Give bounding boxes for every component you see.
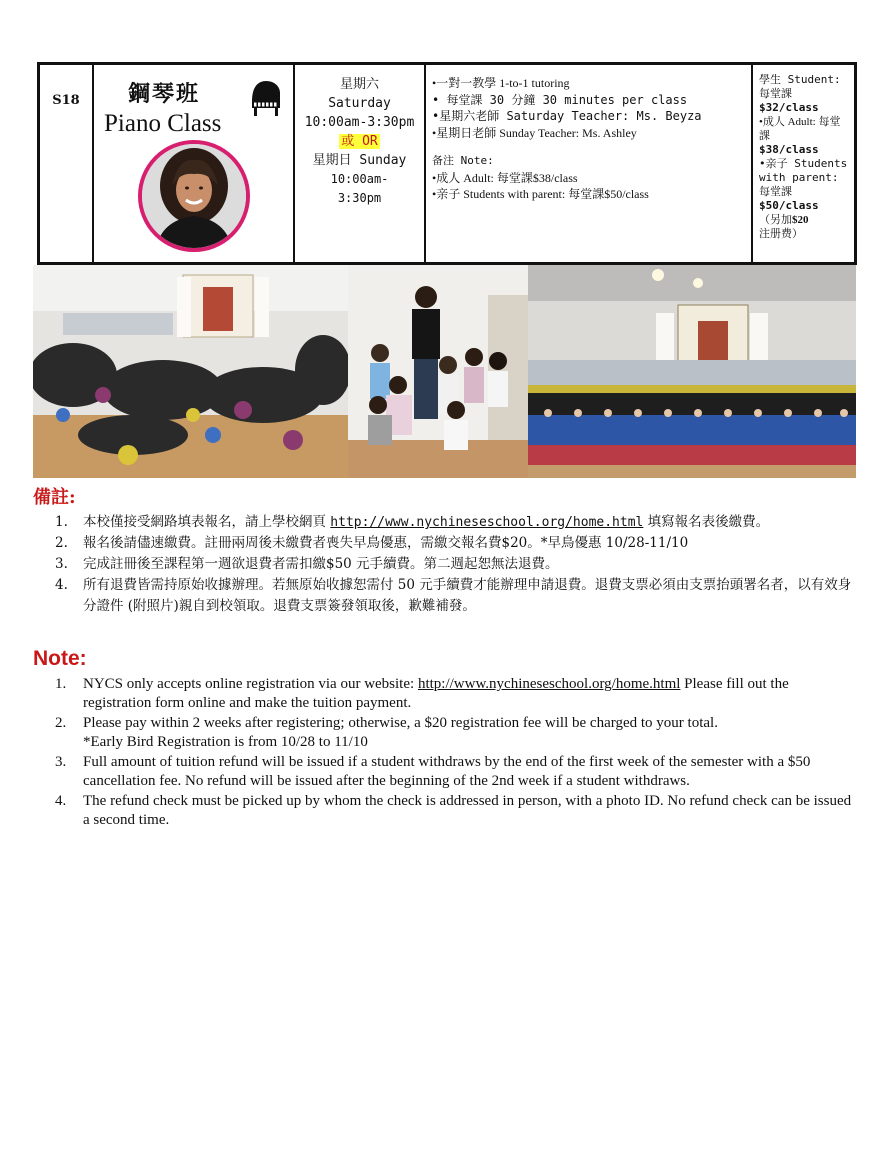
desc-note-parent: •亲子 Students with parent: 每堂課$50/class [432,187,649,201]
class-name-cell [94,65,295,262]
desc-saturday-teacher: •星期六老師 Saturday Teacher: Ms. Beyza [432,109,702,123]
parent-label-1: •亲子 Students [759,157,848,170]
description-text [432,75,745,203]
school-assembly-photo [33,265,348,478]
list-item: 4. The refund check must be picked up by whom the check is addressed in person, with a photo ID. No refund check can be issued a second time. [55,793,852,828]
photo-strip [33,265,856,478]
class-code-cell [40,65,94,262]
class-name-english: Piano Class [104,110,222,137]
desc-note-heading: 备注 Note: [432,154,494,167]
description-cell [426,65,753,262]
schedule-cell [295,65,426,262]
class-name-chinese: 鋼琴班 [128,81,201,107]
desc-note-adult: •成人 Adult: 每堂課$38/class [432,170,578,185]
school-website-link[interactable]: http://www.nychineseschool.org/home.html [417,676,681,692]
list-item: 1. NYCS only accepts online registration via our website: http://www.nychineseschool.org/home.html Please fill out the registration form online and make the tuition payment. [55,676,789,711]
chinese-notes-list [55,512,855,617]
saturday-chinese: 星期六 [339,77,379,92]
list-item: 2. Please pay within 2 weeks after registering; otherwise, a $20 registration fee will be charged to your total. *Early Bird Registration is from 10/28 to 11/10 [55,715,718,750]
sunday-label: 星期日 Sunday [312,153,407,168]
saturday-time: 10:00am-3:30pm [304,115,415,130]
desc-sunday-teacher: •星期日老師 Sunday Teacher: Ms. Ashley [432,125,637,140]
class-code: S18 [52,93,80,108]
per-class-label-2: 每堂課 [759,186,792,198]
per-class-label-1: 每堂課 [759,88,792,100]
parent-label-2: with parent: [759,171,839,184]
list-item: 2. 報名後請儘速繳費。註冊兩周後未繳費者喪失早鳥優惠，需繳交報名費$20。*早鳥優惠 10/28-11/10 [55,535,689,551]
parent-price: $50/class [759,199,819,212]
desc-tutoring: •一對一教學 1-to-1 tutoring [432,76,570,90]
adult-price: $38/class [759,143,819,156]
pricing-cell [753,65,854,262]
chinese-notes-heading: 備註: [33,487,76,508]
list-item: 1. 本校僅接受網路填表報名，請上學校網頁 http://www.nychineseschool.org/home.html 填寫報名表後繳費。 [55,514,770,530]
grand-piano-icon [249,79,283,117]
student-price: $32/class [759,101,819,114]
or-highlight: 或 OR [341,134,378,149]
class-table [37,62,857,265]
pricing-text [759,73,850,241]
teacher-portrait [138,140,250,252]
list-item: 4. 所有退費皆需持原始收據辦理。若無原始收據恕需付 50 元手續費才能辦理申請退費。退費支票必須由支票抬頭署名者，以有效身分證件 (附照片)親自到校領取。退費支票簽發領取後，歉難補發。 [55,577,852,614]
desc-duration: • 每堂課 30 分鐘 30 minutes per class [432,92,688,107]
sunday-time-end: 3:30pm [337,191,382,205]
students-with-teacher-photo [348,265,528,478]
list-item: 3. Full amount of tuition refund will be issued if a student withdraws by the end of the first week of the semester with a $50 cancellation fee. No refund will be issued after the beginning of the 2nd week if a student withdraws. [55,754,811,789]
registration-fee-note: （另加$20注册费） [759,214,809,240]
saturday-label: Saturday [328,96,391,111]
schedule-text [295,75,424,208]
adult-label: •成人 Adult: 每堂課 [759,116,841,142]
school-website-link[interactable]: http://www.nychineseschool.org/home.html [330,515,644,530]
sunday-time-start: 10:00am- [330,172,389,186]
english-notes-heading: Note: [33,647,87,670]
student-group-photo [528,265,856,478]
student-label: 學生 Student: [759,73,841,86]
english-notes-list [55,675,860,831]
list-item: 3. 完成註冊後至課程第一週欲退費者需扣繳$50 元手續費。第二週起恕無法退費。 [55,556,559,572]
